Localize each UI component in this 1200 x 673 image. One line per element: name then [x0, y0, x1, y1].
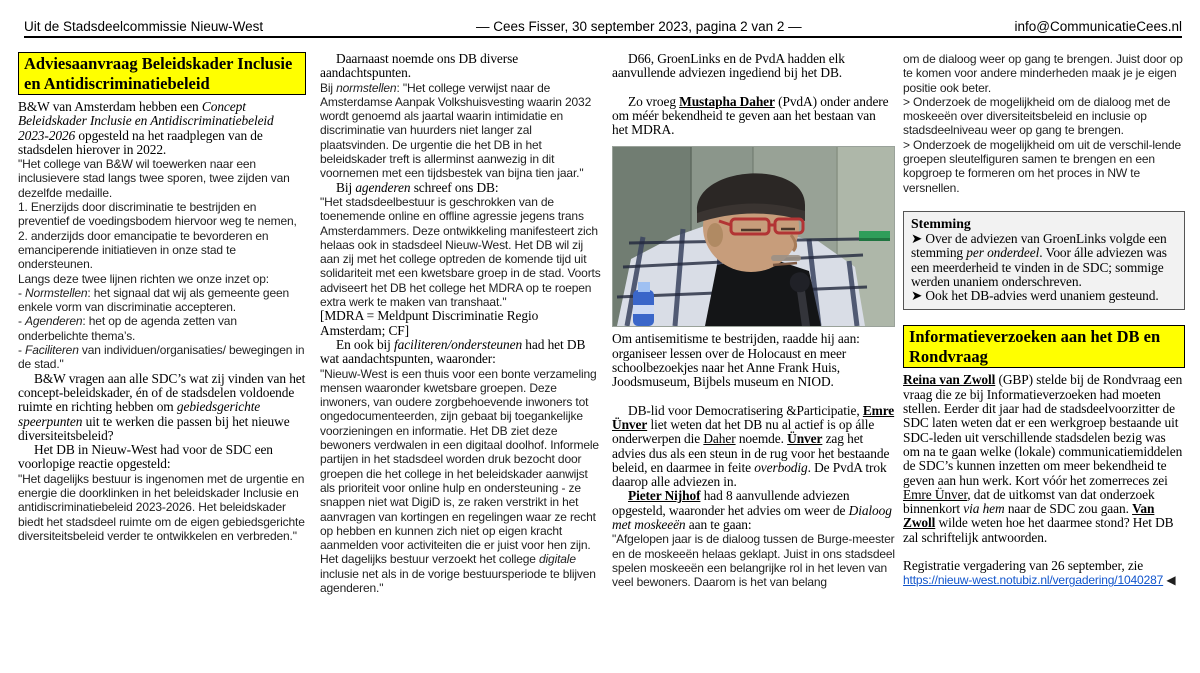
text-run: Emre Ünver: [903, 486, 968, 502]
text-run: overbodig: [754, 459, 808, 475]
text-run: had 8 aanvullende adviezen opgesteld, waaronder het advies om weer de: [612, 488, 850, 518]
text-run: B&W van Amsterdam hebben een: [18, 99, 202, 114]
text-run: Agenderen: [25, 314, 83, 329]
text-run: Mustapha Daher: [679, 93, 775, 109]
paragraph: [903, 52, 1185, 95]
text-run: : "Het college verwijst naar de Amsterdamse Aanpak Volkshuisvesting waarin 2032 wordt genoemd als jaartal waarin intimidatie en discriminatie van huurders niet langer zal plaatsvinden. De urgentie die het DB in het beleidskader treft is allerminst aanwezig in dit voornemen met een tijdsbestek van bijna tien jaar.": [320, 80, 592, 181]
paragraph: [612, 404, 895, 490]
text-run: D66, GroenLinks en de PvdA hadden elk aanvullende adviezen ingediend bij het DB.: [612, 51, 845, 81]
text-run: Pieter Nijhof: [628, 488, 701, 504]
paragraph: [18, 314, 306, 343]
text-run: Concept Beleidskader Inclusie en Antidiscriminatiebeleid 2023-2026: [18, 99, 274, 143]
paragraph: [18, 372, 306, 443]
paragraph: [18, 286, 306, 315]
text-run: B&W vragen aan alle SDC’s wat zij vinden van het concept-beleidskader, én of de stadsdelen voldoende ruimte en richting hebben om: [18, 370, 306, 415]
text-run: "Afgelopen jaar is de dialoog tussen de Burge-meester en de moskeeën helaas geklapt. Juist in ons stadsdeel spelen moskeeën een belangrijke rol in het leven van veel bewoners. Daarom is het van belang: [612, 532, 895, 590]
text-run: Daher: [703, 431, 736, 447]
text-run: -: [18, 314, 26, 329]
text-run: Normstellen: [25, 285, 88, 300]
text-run: Bij: [320, 80, 337, 95]
paragraph: [18, 272, 306, 286]
header-title: Uit de Stadsdeelcommissie Nieuw-West: [24, 19, 264, 34]
text-run: 1. Enerzijds door discriminatie te bestrijden en preventief de voedingsbodem hiervoor weg te nemen,: [18, 200, 297, 229]
stemming-title: Stemming: [911, 215, 971, 231]
header-email[interactable]: info@CommunicatieCees.nl: [1014, 19, 1182, 34]
paragraph: [320, 338, 602, 367]
text-run: . De PvdA trok daarop alle adviezen in.: [612, 459, 887, 490]
speaker-photo-illustration: [613, 147, 894, 326]
text-run: gebiedsgerichte speerpunten: [18, 399, 261, 429]
text-run: Bij: [336, 179, 356, 195]
text-run: opgesteld na het raadplegen van de stadsdelen hierover in 2022.: [18, 127, 263, 157]
paragraph: [903, 95, 1185, 138]
text-run: van individuen/organisaties/ bewegingen in de stad.": [18, 343, 305, 372]
text-run: schreef ons DB:: [410, 179, 499, 195]
paragraph: [903, 559, 1185, 573]
stemming-box: [903, 211, 1185, 310]
text-run: 2. anderzijds door emancipatie te bevorderen en emanciperende initiatieven in onze stad te ondersteunen.: [18, 228, 269, 272]
mustache: [771, 255, 801, 261]
paragraph: [612, 489, 895, 532]
paragraph: [320, 195, 602, 309]
paragraph: [911, 289, 1177, 303]
text-run: "Het dagelijks bestuur is ingenomen met de urgentie en energie die doorklinken in het beleidskader Inclusie en antidiscriminatiebeleid 2023-2026. Het beleidskader biedt het stadsdeel ruimte om de eigen gebiedsgerichte diversiteitsbeleid verder te ontwikkelen en verbreden.": [18, 471, 305, 543]
text-run: normstellen: [336, 80, 397, 95]
column-2: [320, 52, 602, 595]
text-run: Om antisemitisme te bestrijden, raadde hij aan: organiseer lessen over de Holocaust en meer schoolbezoekjes naar het Anne Frank Huis, Joodsmuseum, Bijbels museum en NIOD.: [612, 331, 860, 390]
text-run: DB-lid voor Democratisering &Participatie,: [628, 402, 863, 418]
section-title-adviesaanvraag: Adviesaanvraag Beleidskader Inclusie en Antidiscriminatiebeleid: [18, 52, 306, 95]
text-run: [MDRA = Meldpunt Discriminatie Regio Amsterdam; CF]: [320, 308, 539, 338]
hyperlink[interactable]: https://nieuw-west.notubiz.nl/vergadering/1040287: [903, 573, 1164, 588]
text-run: "Het stadsdeelbestuur is geschrokken van de toenemende online en offline agressie jegens trans Amsterdammers. Deze ontwikkeling manifesteert zich helaas ook in stadsdeel Nieuw-West. Het DB wil zij aan zij met het college optreden de komende tijd uit solidariteit met een kwetsbare groep in de stad. Voorts adviseert het DB het college het MDRA op te roepen extra werk te maken van transhaat.": [320, 194, 601, 310]
text-run: Het DB in Nieuw-West had voor de SDC een voorlopige reactie opgesteld:: [18, 442, 273, 472]
text-run: inclusie net als in de vorige bestuursperiode te blijven agenderen.": [320, 566, 596, 595]
text-run: agenderen: [355, 179, 411, 195]
text-run: : het signaal dat wij als gemeente geen enkele vorm van discriminatie accepteren.: [18, 285, 290, 315]
text-run: ➤ Ook het DB-advies werd unaniem gesteund.: [911, 288, 1159, 304]
text-run: aan te gaan:: [685, 517, 752, 533]
paragraph: [903, 573, 1185, 587]
paragraph: [903, 138, 1185, 195]
text-run: had het DB wat aandachtspunten, waaronder:: [320, 336, 586, 367]
text-run: -: [18, 285, 26, 300]
column-2-text: [320, 52, 602, 595]
text-run: Langs deze twee lijnen richten we onze inzet op:: [18, 271, 269, 286]
paragraph: [18, 229, 306, 272]
text-run: via hem: [963, 501, 1005, 517]
text-run: Daarnaast noemde ons DB diverse aandachtspunten.: [320, 51, 519, 81]
speaker-photo: [612, 146, 895, 327]
text-run: per onderdeel: [966, 245, 1040, 261]
text-run: ➤ Over de adviezen van GroenLinks volgde een stemming: [911, 230, 1167, 261]
paragraph: [320, 309, 602, 338]
paragraph: [18, 472, 306, 543]
paragraph: [320, 181, 602, 195]
text-run: Dialoog met moskeeën: [612, 502, 892, 533]
text-run: -: [18, 343, 26, 358]
text-run: : het op de agenda zetten van onderbelichte thema’s.: [18, 314, 237, 343]
paragraph: [320, 52, 602, 81]
text-run: zag het advies dus als een steun in de rug voor het bestaande beleid, en daarmee in feite: [612, 431, 890, 475]
paragraph: [320, 81, 602, 181]
paragraph: [903, 373, 1185, 545]
text-run: Zo vroeg: [628, 93, 680, 109]
text-run: (GBP) stelde bij de Rondvraag een vraag die ze bij Informatieverzoeken had moeten stellen. Eerder dit jaar had de stadsdeelvoorzitter de SDC laten weten dat er een werkgroep bestaande uit SDC-leden uit verschillende stadsdelen bezig was om na te gaan welke (lokale) communicatiemiddelen de SDC’s kunnen inzetten om meer bekendheid te geven aan hun werk. Kort vóór het zomerreces zei: [903, 372, 1183, 488]
text-run: digitale: [539, 552, 576, 567]
paragraph: [612, 52, 895, 81]
paragraph: [320, 367, 602, 596]
column-1-text: [18, 100, 306, 543]
text-run: "Nieuw-West is een thuis voor een bonte verzameling mensen waaronder kwetsbare groepen. Deze inwoners, van oudere zorgbehoevende inwoners tot ongedocumenteerden, zijn gebaat bij toegankelijke voorzieningen en informatie. Het DB ziet deze bewoners verdwalen in een digitaal doolhof. Informele partijen in het stadsdeel worden druk bezocht door groepen die het college in het beleidskader aanwijst als prioriteit voor online hulp en ondersteuning - ze snappen niet wat DigiD is, ze raken verstrikt in het aanvragen van kortingen en regelingen waar ze recht op hebben en kunnen zich niet op eigen kracht aanmelden voor activiteiten die er juist voor hen zijn. Het dagelijks bestuur verzoekt het college: [320, 366, 599, 567]
column-4-text-bottom: [903, 373, 1185, 587]
paragraph: [612, 95, 895, 138]
paragraph: [18, 443, 306, 472]
column-3-text-bottom: [612, 332, 895, 589]
text-run: > Onderzoek de mogelijkheid om uit de verschil-lende groepen sleutelfiguren samen te brengen en een kopgroep te formeren om het proces in NW te versnellen.: [903, 137, 1182, 195]
text-run: noemde.: [735, 431, 788, 447]
paragraph: [612, 332, 895, 389]
column-1: [18, 52, 306, 543]
header-author-date-page: — Cees Fisser, 30 september 2023, pagina 2 van 2 —: [475, 19, 802, 34]
text-run: om de dialoog weer op gang te brengen. Juist door op te komen voor andere minderheden maak je je eigen positie ook beter.: [903, 52, 1183, 95]
text-run: uit te werken die passen bij het nieuwe diversiteitsbeleid?: [18, 413, 290, 443]
text-run: Reina van Zwoll: [903, 372, 996, 388]
paragraph: [18, 200, 306, 229]
text-run: Van Zwoll: [903, 501, 1155, 531]
ear: [707, 223, 723, 247]
paragraph: [18, 343, 306, 372]
stemming-text: [911, 232, 1177, 303]
text-run: > Onderzoek de mogelijkheid om de dialoog met de moskeeën over diversiteitsbeleid en inclusie op stadsdeelniveau weer op gang te brengen.: [903, 94, 1171, 138]
text-run: faciliteren/ondersteunen: [394, 336, 523, 352]
column-4-text-top: [903, 52, 1185, 195]
column-4: [903, 52, 1185, 588]
section-title-informatieverzoeken: Informatieverzoeken aan het DB en Rondvraag: [903, 325, 1185, 368]
text-run: naar de SDC zou gaan.: [1004, 501, 1133, 517]
page-header: [24, 12, 1182, 38]
paragraph: [18, 157, 306, 200]
text-run: , dat de uitkomst van dat onderzoek binnenkort: [903, 486, 1155, 517]
column-3: [612, 52, 895, 590]
column-3-text-top: [612, 52, 895, 137]
text-run: Ünver: [787, 431, 823, 447]
text-run: ◀: [1163, 573, 1176, 588]
paragraph: [911, 232, 1177, 289]
text-run: Emre Ünver: [612, 402, 895, 432]
text-run: (PvdA) onder andere om méér bekendheid te geven aan het bestaan van het MDRA.: [612, 93, 889, 138]
text-run: En ook bij: [336, 336, 395, 352]
text-run: liet weten dat het DB nu al actief is op álle onderwerpen die: [612, 416, 875, 447]
text-run: Faciliteren: [25, 343, 79, 358]
text-run: . Voor álle adviezen was een meerderheid te vinden in de SDC; sommige werden unaniem onderschreven.: [911, 245, 1167, 289]
text-run: wilde weten hoe het daarmee stond? Het DB zal schriftelijk antwoorden.: [903, 515, 1174, 545]
text-run: "Het college van B&W wil toewerken naar een inclusievere stad langs twee sporen, twee zijden van dezelfde medaille.: [18, 157, 290, 200]
paragraph: [612, 532, 895, 589]
text-run: Registratie vergadering van 26 september, zie: [903, 558, 1144, 574]
paragraph: [18, 100, 306, 157]
